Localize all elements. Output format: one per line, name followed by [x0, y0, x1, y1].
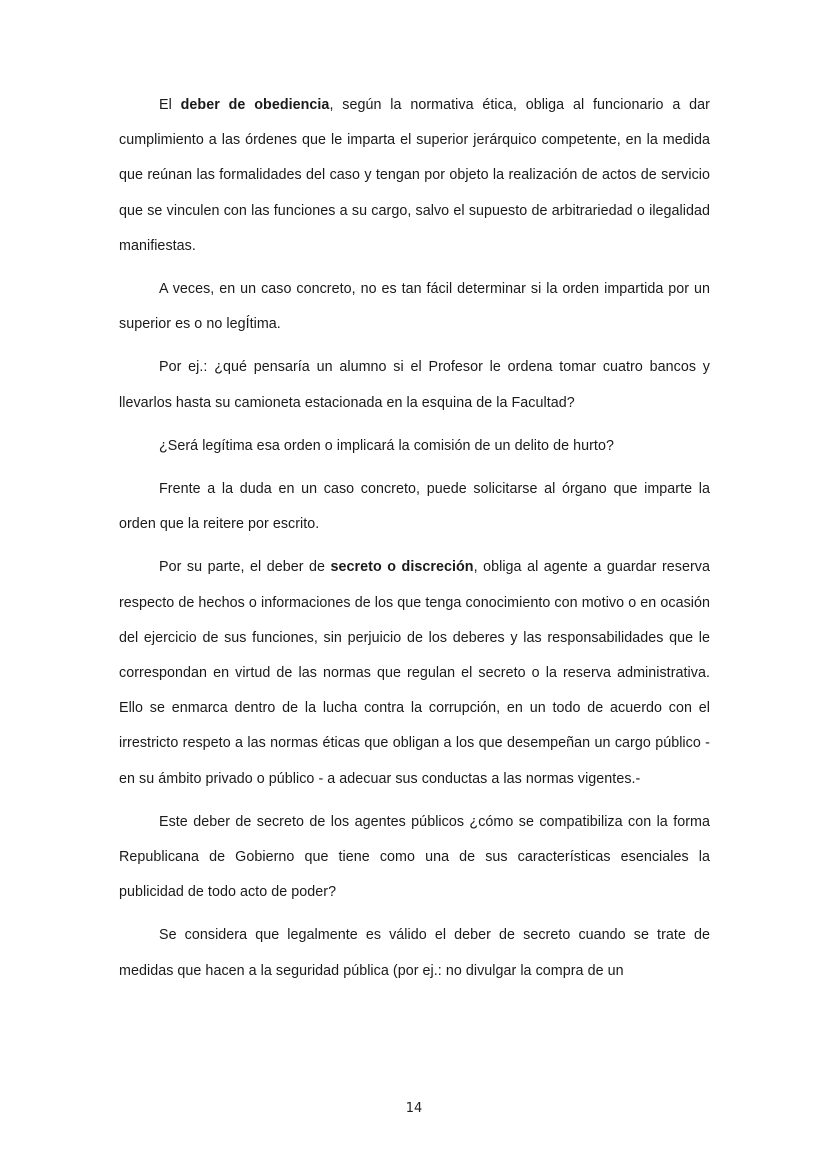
paragraph-text-before: El — [159, 97, 181, 113]
paragraph-seguridad-publica: Se considera que legalmente es válido el deber de secreto cuando se trate de medidas que hacen a la seguridad pública (por ej.: no divulgar la compra de un — [119, 927, 710, 979]
page-number: 14 — [405, 1101, 423, 1116]
paragraph-ejemplo-profesor: Por ej.: ¿qué pensaría un alumno si el Profesor le ordena tomar cuatro bancos y llevarlos hasta su camioneta estacionada en la esquina de la Facultad? — [119, 359, 710, 411]
paragraph-text-after: , según la normativa ética, obliga al funcionario a dar cumplimiento a las órdenes que le imparta el superior jerárquico competente, en la medida que reúnan las formalidades del caso y tengan por objeto la realización de actos de servicio que se vinculen con las funciones a su cargo, salvo el supuesto de arbitrariedad o ilegalidad manifiestas. — [119, 97, 710, 254]
paragraph-orden-legitima: A veces, en un caso concreto, no es tan fácil determinar si la orden impartida por un superior es o no legÍtima. — [119, 281, 710, 333]
bold-term-deber-obediencia: deber de obediencia — [180, 97, 330, 113]
document-page — [119, 88, 710, 997]
bold-term-secreto-discrecion: secreto o discreción — [330, 559, 474, 576]
paragraph-deber-obediencia — [119, 88, 710, 264]
paragraph-duda-escrito: Frente a la duda en un caso concreto, puede solicitarse al órgano que imparte la orden que la reitere por escrito. — [119, 481, 710, 533]
paragraph-forma-republicana: Este deber de secreto de los agentes públicos ¿cómo se compatibiliza con la forma Republicana de Gobierno que tiene como una de sus características esenciales la publicidad de todo acto de poder? — [119, 813, 710, 901]
paragraph-deber-secreto — [119, 550, 710, 796]
paragraph-text-before: Por su parte, el deber de — [159, 559, 331, 576]
paragraph-text-after: , obliga al agente a guardar reserva respecto de hechos o informaciones de los que tenga conocimiento con motivo o en ocasión del ejercicio de sus funciones, sin perjuicio de los deberes y las responsabilidades que le correspondan en virtud de las normas que regulan el secreto o la reserva administrativa. Ello se enmarca dentro de la lucha contra la corrupción, en un todo de acuerdo con el irrestricto respeto a las normas éticas que obligan a los que desempeñan un cargo público - en su ámbito privado o público - a adecuar sus conductas a las normas vigentes.- — [119, 559, 710, 787]
paragraph-pregunta-hurto: ¿Será legítima esa orden o implicará la comisión de un delito de hurto? — [159, 437, 614, 454]
